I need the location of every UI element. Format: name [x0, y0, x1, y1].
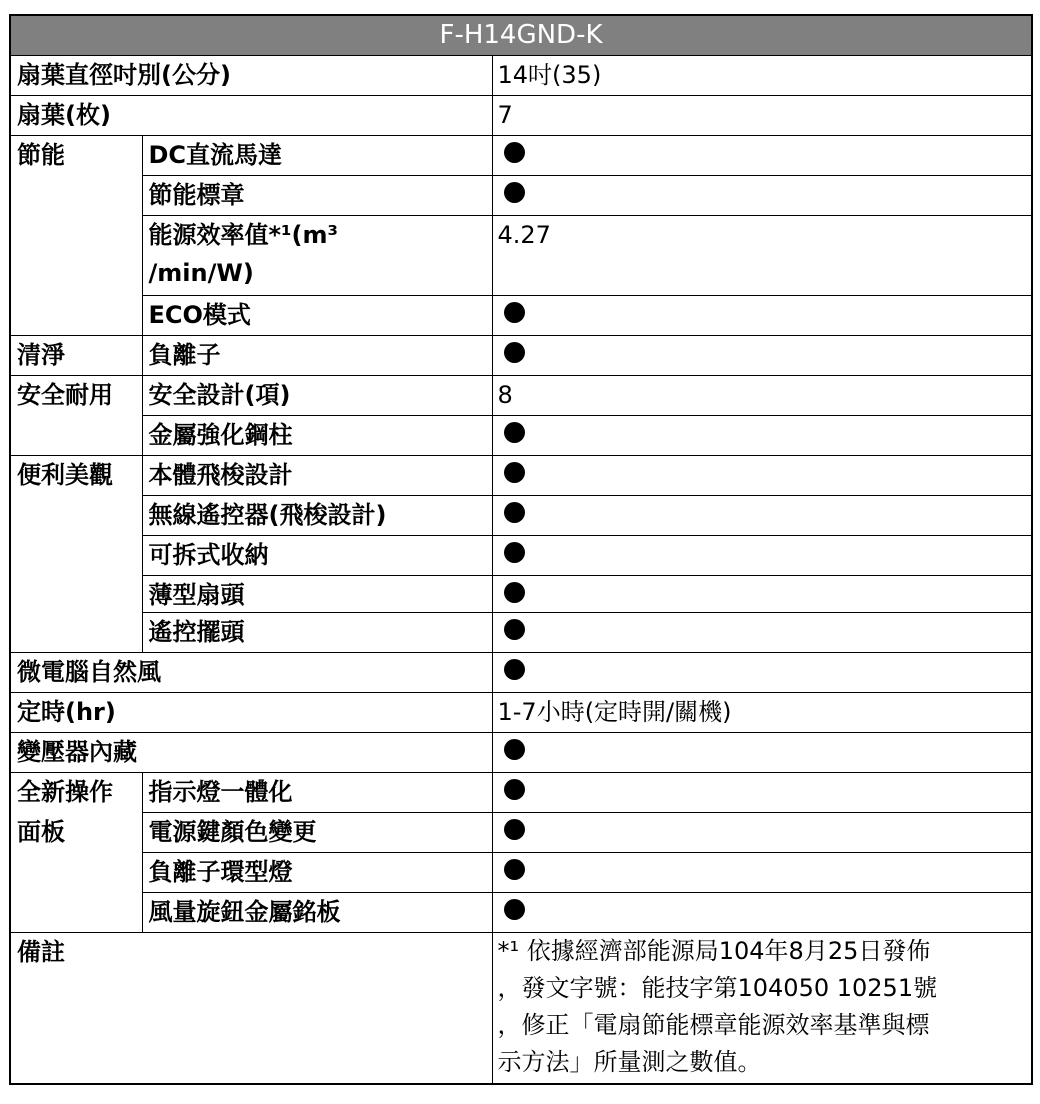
table-row: [10, 892, 1032, 932]
table-row: [10, 295, 1032, 335]
energy-label-value: [492, 175, 1032, 215]
panel-category: [10, 772, 142, 932]
table-row: [10, 215, 1032, 295]
negative-ion-label: 負離子: [142, 335, 492, 375]
table-row: [10, 772, 1032, 812]
table-row: [10, 55, 1032, 95]
remote-value: [492, 495, 1032, 535]
table-row: [10, 175, 1032, 215]
remote-swing-label: 遙控擺頭: [142, 612, 492, 652]
table-row: [10, 812, 1032, 852]
filled-circle-icon: [504, 859, 525, 880]
filled-circle-icon: [504, 302, 525, 323]
efficiency-label: [142, 215, 492, 295]
remarks-label: 備註: [10, 932, 492, 1084]
efficiency-label-line-1: 能源效率值*¹(m³: [148, 220, 339, 249]
remarks-line-2: ，發文字號：能技字第104050 10251號: [497, 973, 938, 1002]
blade-diameter-label: 扇葉直徑吋別(公分): [10, 55, 492, 95]
efficiency-value: 4.27: [492, 215, 1032, 295]
table-row: [10, 852, 1032, 892]
eco-mode-label: ECO模式: [142, 295, 492, 335]
filled-circle-icon: [504, 342, 525, 363]
model-title: F-H14GND-K: [10, 15, 1032, 55]
timer-value: 1-7小時(定時開/關機): [492, 692, 1032, 732]
filled-circle-icon: [504, 142, 525, 163]
indicator-value: [492, 772, 1032, 812]
remarks-value: [492, 932, 1032, 1084]
safety-design-value: 8: [492, 375, 1032, 415]
energy-label-label: 節能標章: [142, 175, 492, 215]
metal-column-value: [492, 415, 1032, 455]
negative-ion-value: [492, 335, 1032, 375]
body-design-value: [492, 455, 1032, 495]
remote-swing-value: [492, 612, 1032, 652]
natural-wind-label: 微電腦自然風: [10, 652, 492, 692]
filled-circle-icon: [504, 819, 525, 840]
filled-circle-icon: [504, 182, 525, 203]
efficiency-label-line-2: /min/W): [148, 258, 254, 287]
table-row: [10, 375, 1032, 415]
detachable-value: [492, 535, 1032, 575]
metal-column-label: 金屬強化鋼柱: [142, 415, 492, 455]
table-row: [10, 652, 1032, 692]
convenience-category: 便利美觀: [10, 455, 142, 652]
table-row: [10, 612, 1032, 652]
energy-category: 節能: [10, 135, 142, 335]
power-key-color-value: [492, 812, 1032, 852]
dial-plate-value: [492, 892, 1032, 932]
table-row: [10, 415, 1032, 455]
filled-circle-icon: [504, 659, 525, 680]
spec-table: [9, 14, 1033, 1085]
timer-label: 定時(hr): [10, 692, 492, 732]
table-row: [10, 455, 1032, 495]
filled-circle-icon: [504, 899, 525, 920]
table-row: [10, 135, 1032, 175]
table-row: [10, 495, 1032, 535]
slim-head-value: [492, 575, 1032, 612]
slim-head-label: 薄型扇頭: [142, 575, 492, 612]
filled-circle-icon: [504, 542, 525, 563]
remarks-line-3: ，修正「電扇節能標章能源效率基準與標: [497, 1010, 930, 1039]
filled-circle-icon: [504, 582, 525, 603]
safety-design-label: 安全設計(項): [142, 375, 492, 415]
filled-circle-icon: [504, 739, 525, 760]
filled-circle-icon: [504, 422, 525, 443]
blade-count-value: 7: [492, 95, 1032, 135]
remarks-line-4: 示方法」所量測之數值。: [497, 1047, 762, 1076]
table-row: [10, 335, 1032, 375]
blade-diameter-value: 14吋(35): [492, 55, 1032, 95]
remote-label: 無線遙控器(飛梭設計): [142, 495, 492, 535]
dc-motor-label: DC直流馬達: [142, 135, 492, 175]
ion-ring-light-value: [492, 852, 1032, 892]
filled-circle-icon: [504, 462, 525, 483]
table-row: [10, 535, 1032, 575]
blade-count-label: 扇葉(枚): [10, 95, 492, 135]
panel-category-line-2: 面板: [17, 817, 65, 846]
power-key-color-label: 電源鍵顏色變更: [142, 812, 492, 852]
eco-mode-value: [492, 295, 1032, 335]
ion-ring-light-label: 負離子環型燈: [142, 852, 492, 892]
panel-category-line-1: 全新操作: [17, 777, 113, 806]
remarks-line-1: *¹ 依據經濟部能源局104年8月25日發佈: [497, 936, 931, 965]
transformer-value: [492, 732, 1032, 772]
table-row: [10, 95, 1032, 135]
transformer-label: 變壓器內藏: [10, 732, 492, 772]
indicator-label: 指示燈一體化: [142, 772, 492, 812]
body-design-label: 本體飛梭設計: [142, 455, 492, 495]
title-row: [10, 15, 1032, 55]
filled-circle-icon: [504, 779, 525, 800]
table-row: [10, 932, 1032, 1084]
table-row: [10, 575, 1032, 612]
filled-circle-icon: [504, 502, 525, 523]
filled-circle-icon: [504, 619, 525, 640]
detachable-label: 可拆式收納: [142, 535, 492, 575]
table-row: [10, 732, 1032, 772]
clean-category: 清淨: [10, 335, 142, 375]
safety-category: 安全耐用: [10, 375, 142, 455]
dc-motor-value: [492, 135, 1032, 175]
dial-plate-label: 風量旋鈕金屬銘板: [142, 892, 492, 932]
table-row: [10, 692, 1032, 732]
natural-wind-value: [492, 652, 1032, 692]
